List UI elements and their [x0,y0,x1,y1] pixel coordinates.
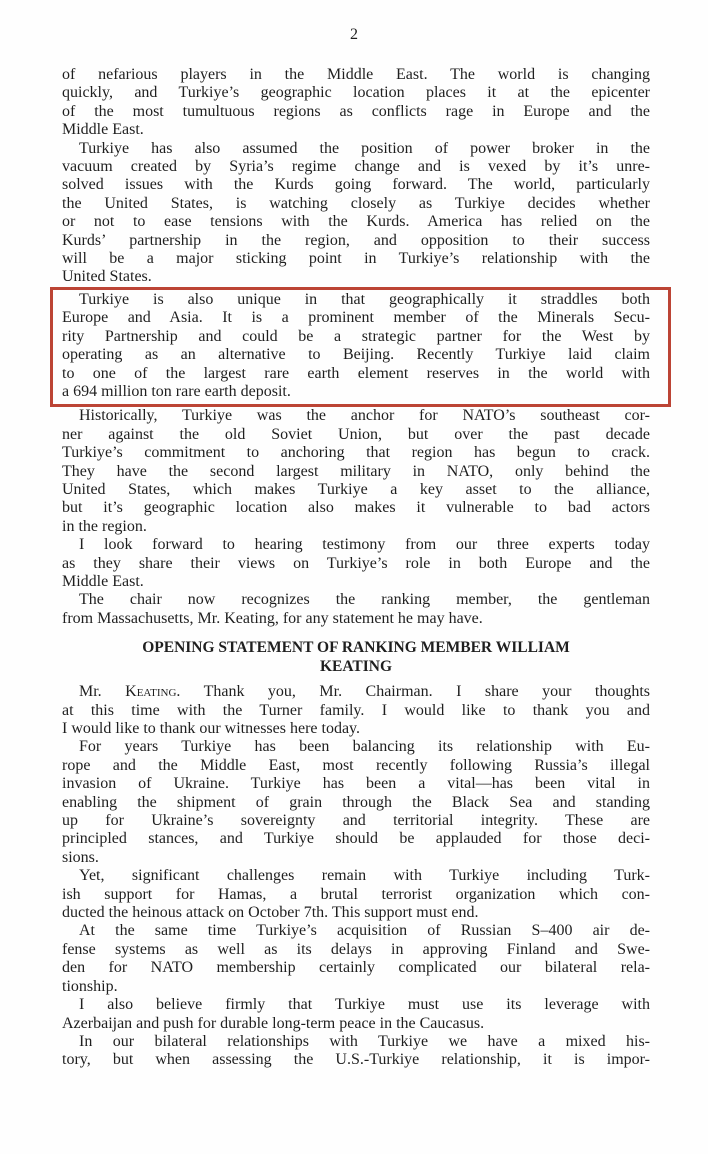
text-line: a 694 million ton rare earth deposit. [62,382,291,400]
text-line: den for NATO membership certainly complicated our bilateral rela- [62,959,650,977]
page-number: 2 [350,26,358,43]
text-line: vacuum created by Syria’s regime change and is vexed by it’s unre- [62,158,650,176]
text-line: enabling the shipment of grain through the Black Sea and standing [62,793,650,811]
text-line: the United States, is watching closely as Turkiye decides whether [62,194,650,212]
text-line: Middle East. [62,121,144,139]
text-line: Kurds’ partnership in the region, and opposition to their success [62,231,650,249]
text-line: tionship. [62,977,118,995]
text-line: They have the second largest military in NATO, only behind the [62,462,650,480]
text-line: up for Ukraine’s sovereignty and territorial integrity. These are [62,812,650,830]
heading-line: OPENING STATEMENT OF RANKING MEMBER WILLIAM [142,639,570,657]
text-line: invasion of Ukraine. Turkiye has been a vital—has been vital in [62,775,650,793]
text-line: quickly, and Turkiye’s geographic location places it at the epicenter [62,84,650,102]
text-line: at this time with the Turner family. I would like to thank you and [62,701,650,719]
paragraph [62,922,650,996]
text-line: tory, but when assessing the U.S.-Turkiye relationship, it is impor- [62,1051,650,1069]
paragraph [62,66,650,140]
text-line: ner against the old Soviet Union, but over the past decade [62,425,650,443]
text-line: principled stances, and Turkiye should be applauded for those deci- [62,830,650,848]
paragraph [62,683,650,738]
speaker-name: Keating [125,683,177,701]
text-line: will be a major sticking point in Turkiye’s relationship with the [62,250,650,268]
text-line: rope and the Middle East, most recently following Russia’s illegal [62,756,650,774]
text-line: of the most tumultuous regions as conflicts rage in Europe and the [62,102,650,120]
text-line: I look forward to hearing testimony from our three experts today [79,536,650,554]
paragraph [62,1033,650,1070]
text-line: as they share their views on Turkiye’s role in both Europe and the [62,554,650,572]
paragraph [62,536,650,591]
paragraph [62,867,650,922]
text-line: fense systems as well as its delays in approving Finland and Swe- [62,940,650,958]
text-line: rity Partnership and could be a strategic partner for the West by [62,327,650,345]
text-line: Europe and Asia. It is a prominent member of the Minerals Secu- [62,309,650,327]
paragraph [62,738,650,867]
text-line: sions. [62,848,99,866]
text-line: ish support for Hamas, a brutal terrorist organization which con- [62,885,650,903]
text-line: or not to ease tensions with the Kurds. America has relied on the [62,213,650,231]
text-line: from Massachusetts, Mr. Keating, for any statement he may have. [62,609,483,627]
text-line: in the region. [62,517,147,535]
paragraph [62,407,650,536]
text-line: Historically, Turkiye was the anchor for NATO’s southeast cor- [79,407,650,425]
text-line: United States, which makes Turkiye a key asset to the alliance, [62,480,650,498]
page-body [62,66,650,1070]
text-line: Yet, significant challenges remain with Turkiye including Turk- [79,867,650,885]
text-line: but it’s geographic location also makes it vulnerable to bad actors [62,499,650,517]
text-line: Azerbaijan and push for durable long-term peace in the Caucasus. [62,1014,485,1032]
text-line: Turkiye has also assumed the position of power broker in the [79,139,650,157]
paragraph [62,996,650,1033]
text-line: I would like to thank our witnesses here today. [62,720,361,737]
text-line: At the same time Turkiye’s acquisition of Russian S–400 air de- [79,922,650,940]
paragraph [62,591,650,628]
text-line: United States. [62,268,152,286]
section-heading [62,639,650,676]
heading-line: KEATING [319,657,393,675]
text-line: of nefarious players in the Middle East. The world is changing [62,66,650,83]
text-line: Middle East. [62,572,144,590]
text-line: solved issues with the Kurds going forward. The world, particularly [62,176,650,194]
text-line: For years Turkiye has been balancing its relationship with Eu- [79,738,650,756]
text-line: ducted the heinous attack on October 7th. This support must end. [62,904,479,922]
text-line: Turkiye is also unique in that geographically it straddles both [79,290,650,308]
text-line: Turkiye’s commitment to anchoring that region has begun to crack. [62,444,650,462]
text-line: In our bilateral relationships with Turkiye we have a mixed his- [79,1032,650,1050]
highlighted-paragraph [50,287,671,407]
text-line: I also believe firmly that Turkiye must use its leverage with [79,996,650,1014]
text-line: Mr. Keating. Thank you, Mr. Chairman. I share your thoughts [79,683,650,701]
paragraph [62,140,650,287]
text-line: The chair now recognizes the ranking member, the gentleman [79,591,650,609]
text-line: to one of the largest rare earth element reserves in the world with [62,364,650,382]
text-line: operating as an alternative to Beijing. Recently Turkiye laid claim [62,346,650,364]
